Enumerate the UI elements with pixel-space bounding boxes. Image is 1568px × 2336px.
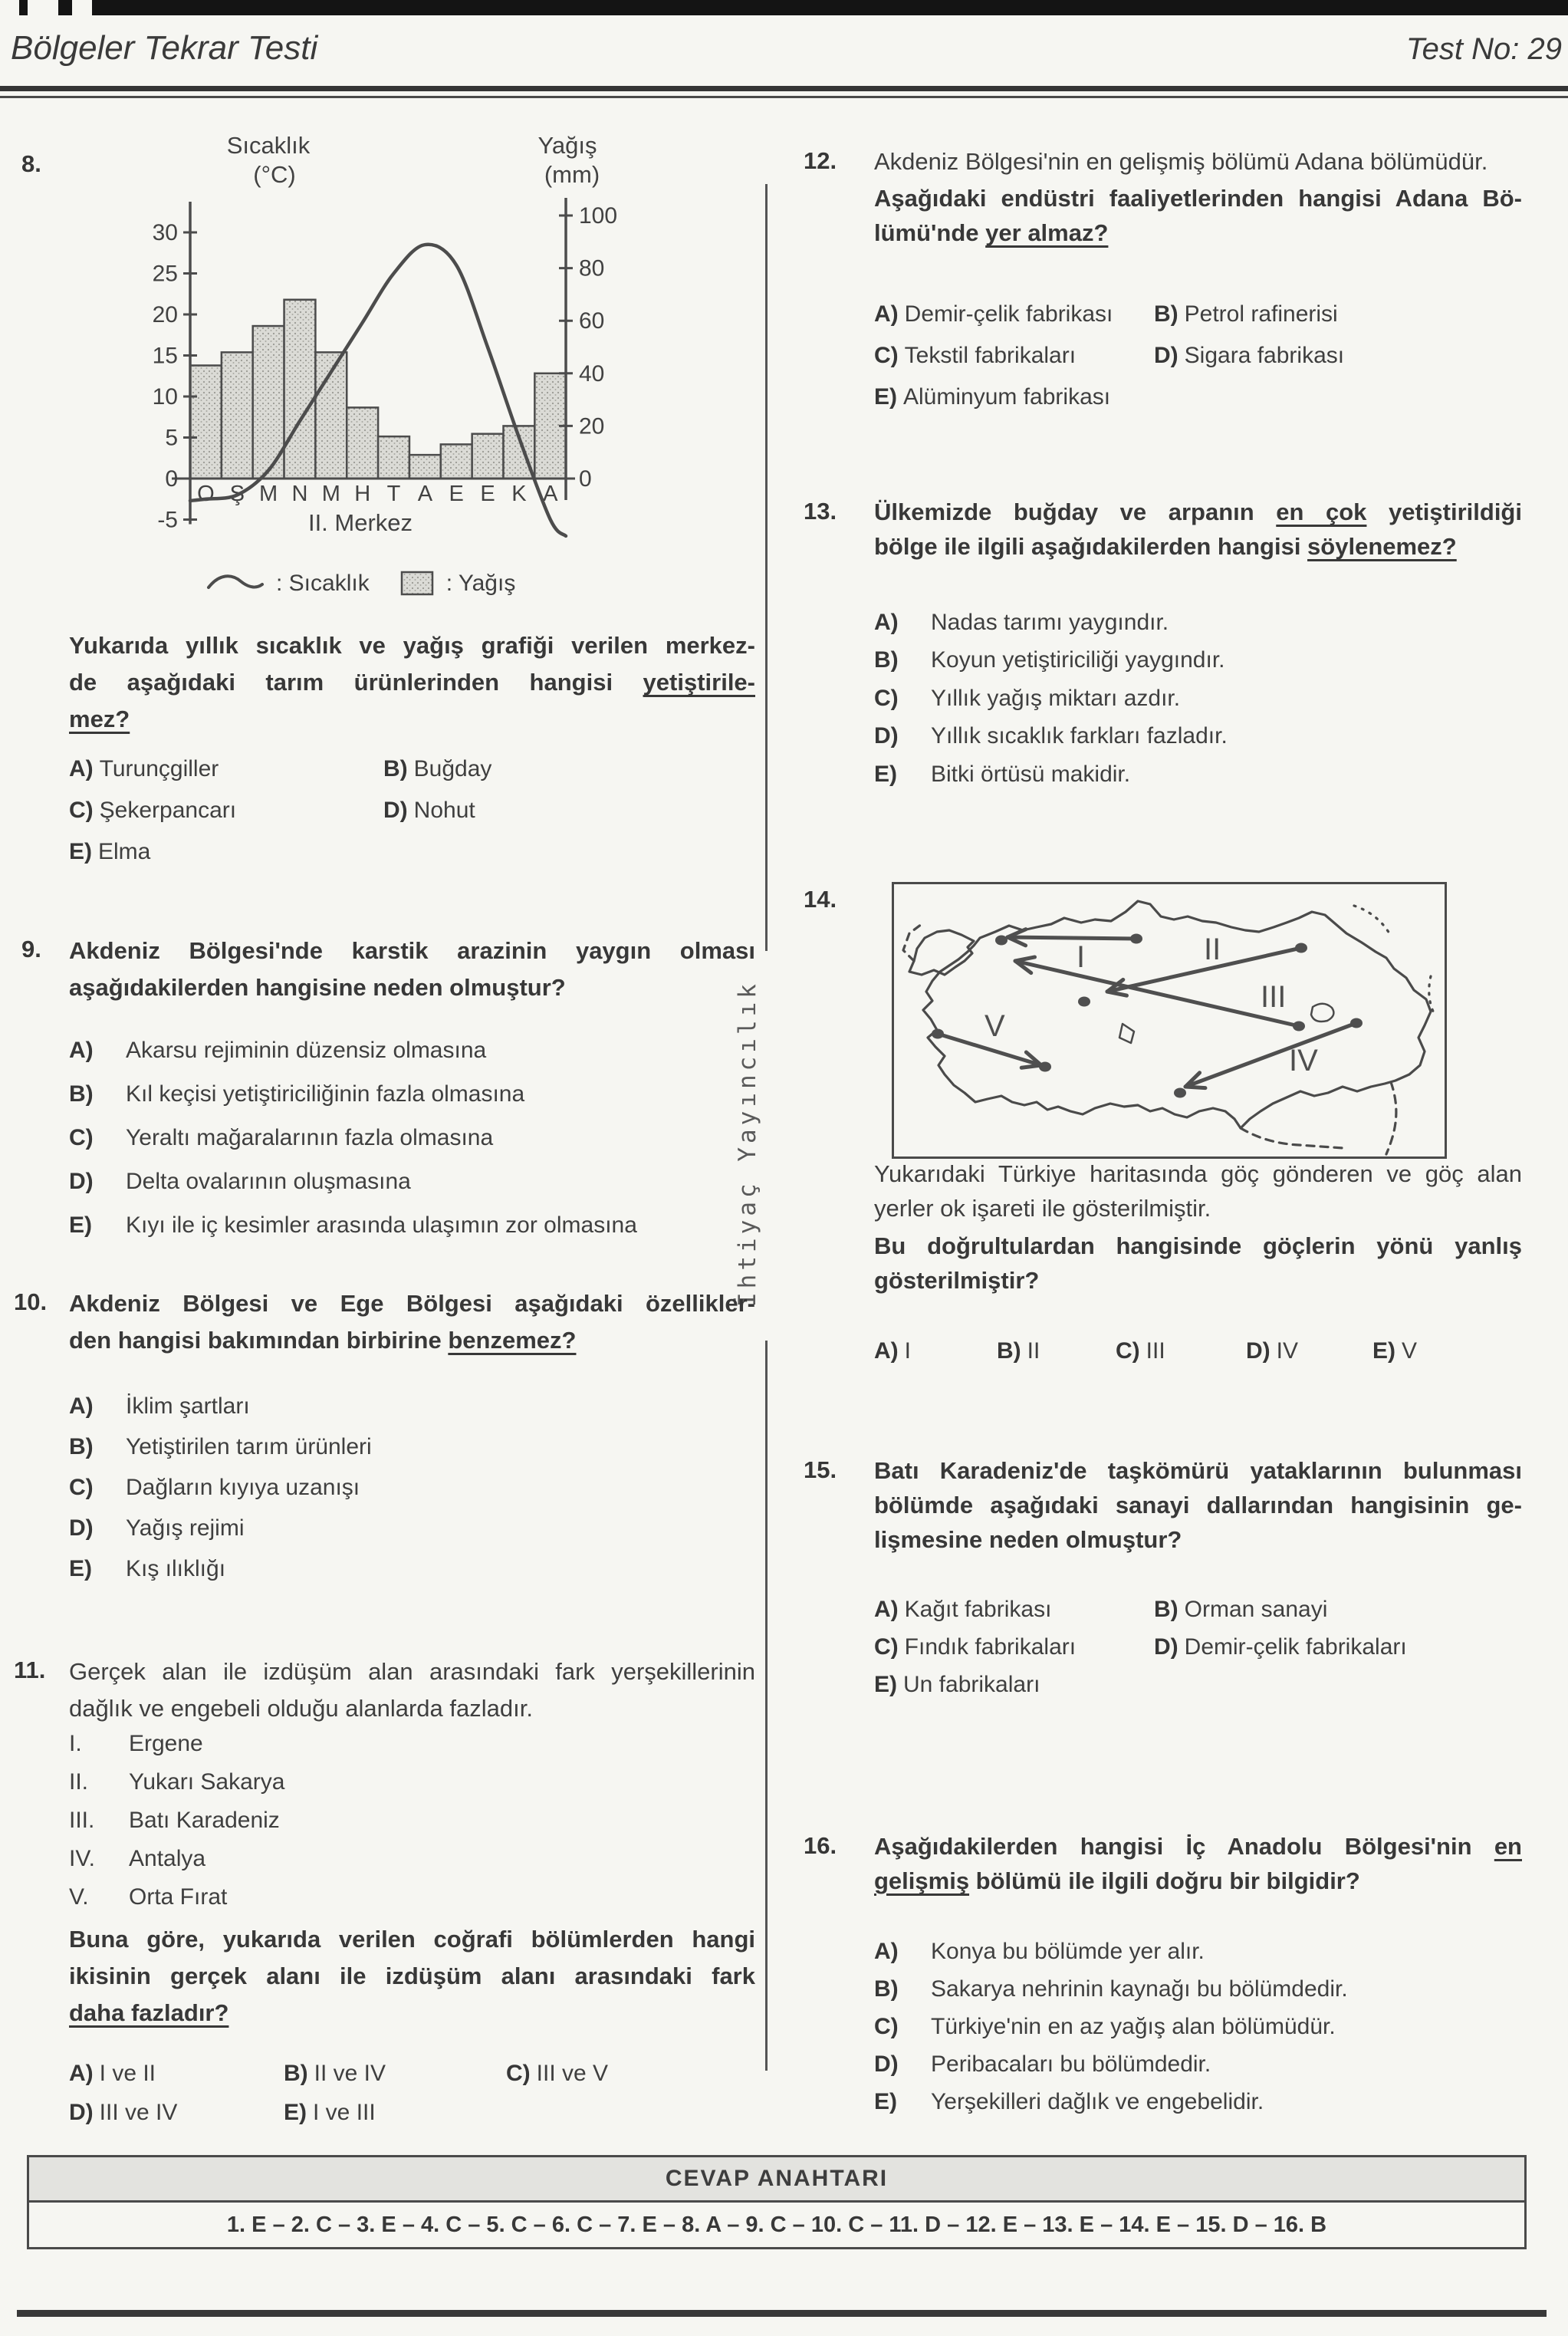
svg-text:100: 100 (579, 203, 618, 229)
q14-number: 14. (804, 886, 837, 913)
list-text: Orta Fırat (129, 1884, 228, 1910)
q12-text-line: lümü'nde yer almaz? (874, 219, 1109, 246)
column-divider-bottom (765, 1341, 768, 2071)
list-text: Batı Karadeniz (129, 1808, 280, 1833)
option-letter: C) (874, 2014, 899, 2039)
q16-option-d (874, 2051, 1211, 2078)
option-text: Nohut (413, 798, 475, 823)
option-letter: B) (997, 1338, 1021, 1364)
q14-caption (874, 1156, 1522, 1226)
q9-text-line: aşağıdakilerden hangisine neden olmuştur? (69, 974, 566, 1001)
q14-option-a (874, 1338, 911, 1364)
option-text: Nadas tarımı yaygındır. (931, 610, 1169, 635)
option-letter: C) (69, 1125, 94, 1150)
option-letter: E) (874, 1672, 897, 1697)
svg-text:15: 15 (152, 343, 178, 369)
q9-text (69, 933, 755, 1006)
option-letter: E) (1372, 1338, 1395, 1364)
q8-option-d (383, 798, 475, 824)
svg-text:IV: IV (1289, 1044, 1318, 1078)
option-text: Bitki örtüsü makidir. (931, 762, 1131, 787)
q16-text-line: Aşağıdakilerden hangisi İç Anadolu Bölgesi'nin en (874, 1833, 1522, 1860)
svg-text:M: M (321, 482, 340, 506)
option-text: Yeraltı mağaralarının fazla olmasına (126, 1125, 494, 1150)
option-text: Delta ovalarının oluşmasına (126, 1169, 411, 1194)
q16-option-a (874, 1939, 1205, 1965)
svg-text:K: K (511, 482, 527, 506)
q10-text-line: den hangisi bakımından birbirine benzemez? (69, 1327, 577, 1354)
svg-text:(mm): (mm) (544, 161, 600, 188)
option-letter: B) (284, 2061, 308, 2086)
q12-option-d (1154, 343, 1344, 369)
option-text: Yıllık sıcaklık farkları fazladır. (931, 723, 1228, 749)
q11-intro (69, 1653, 755, 1727)
list-text: Yukarı Sakarya (129, 1769, 285, 1795)
list-text: Antalya (129, 1846, 206, 1871)
option-letter: A) (69, 2061, 94, 2086)
q15-text-line: bölümde aşağıdaki sanayi dallarından hangisinin ge- (874, 1492, 1522, 1518)
q9-option-c (69, 1125, 493, 1151)
q12-option-c (874, 343, 1076, 369)
q11-list-item-3 (69, 1808, 280, 1834)
svg-text:Yağış: Yağış (537, 132, 597, 159)
option-text: I ve II (99, 2061, 156, 2086)
svg-text:10: 10 (152, 384, 178, 410)
q11-conclusion-line: daha fazladır? (69, 1999, 229, 2026)
option-letter: E) (874, 762, 897, 787)
q14-option-d (1246, 1338, 1298, 1364)
svg-text:N: N (291, 482, 308, 506)
q10-text-line: Akdeniz Bölgesi ve Ege Bölgesi aşağıdaki özellikler- (69, 1290, 755, 1317)
option-text: Türkiye'nin en az yağış alan bölümüdür. (931, 2014, 1336, 2039)
header-rule-thick (0, 86, 1568, 91)
svg-text:V: V (985, 1009, 1005, 1043)
option-letter: A) (874, 301, 899, 327)
option-letter: B) (383, 756, 408, 781)
q14-option-e (1372, 1338, 1417, 1364)
option-text: İklim şartları (126, 1393, 250, 1419)
q16-option-e (874, 2089, 1264, 2115)
q11-option-e (284, 2100, 376, 2126)
option-text: IV (1276, 1338, 1299, 1364)
option-text: Kağıt fabrikası (904, 1597, 1052, 1622)
option-text: V (1402, 1338, 1418, 1364)
answer-key-line: 1. E – 2. C – 3. E – 4. C – 5. C – 6. C – 7. E – 8. A – 9. C – 10. C – 11. D – 12. E – 13. E – 14. E – 15. D – 16. B (226, 2212, 1327, 2237)
svg-text:80: 80 (579, 255, 605, 281)
option-text: Akarsu rejiminin düzensiz olmasına (126, 1038, 487, 1063)
roman-numeral: III. (69, 1808, 95, 1833)
option-text: Sakarya nehrinin kaynağı bu bölümdedir. (931, 1976, 1348, 2002)
q13-option-e (874, 762, 1130, 788)
q8-number: 8. (21, 150, 41, 177)
option-text: Kıyı ile iç kesimler arasında ulaşımın zor olmasına (126, 1212, 637, 1238)
publisher-vertical-label: İhtiyaç Yayıncılık (734, 980, 761, 1307)
option-letter: E) (69, 1556, 92, 1581)
svg-text:60: 60 (579, 308, 605, 334)
q15-text-line: Batı Karadeniz'de taşkömürü yataklarının bulunması (874, 1457, 1522, 1484)
q9-option-a (69, 1038, 486, 1064)
q12-text-line: Aşağıdaki endüstri faaliyetlerinden hangisi Adana Bö- (874, 185, 1522, 212)
q14-option-b (997, 1338, 1040, 1364)
option-letter: A) (874, 1939, 899, 1964)
q8-text-line: mez? (69, 706, 130, 732)
option-text: Dağların kıyıya uzanışı (126, 1475, 360, 1500)
option-letter: D) (874, 2051, 899, 2077)
option-letter: B) (874, 647, 899, 673)
option-letter: D) (69, 1169, 94, 1194)
page-title: Bölgeler Tekrar Testi (11, 29, 318, 67)
svg-text:A: A (417, 482, 433, 506)
q13-option-b (874, 647, 1225, 673)
temperature-curve-icon (205, 571, 265, 597)
option-letter: D) (69, 1515, 94, 1541)
q11-option-d (69, 2100, 177, 2126)
q11-intro-line: Gerçek alan ile izdüşüm alan arasındaki fark yerşekillerinin (69, 1658, 755, 1685)
option-text: Kış ılıklığı (126, 1556, 226, 1581)
q11-conclusion-line: ikisinin gerçek alanı ile izdüşüm alanı arasındaki fark (69, 1963, 755, 1989)
q11-conclusion (69, 1921, 755, 2032)
option-letter: E) (69, 839, 92, 864)
option-letter: B) (1154, 1597, 1178, 1622)
svg-text:A: A (543, 482, 558, 506)
q15-option-b (1154, 1597, 1327, 1623)
option-text: Peribacaları bu bölümdedir. (931, 2051, 1211, 2077)
q12-text (874, 181, 1522, 250)
q11-intro-line: dağlık ve engebeli olduğu alanlarda fazladır. (69, 1695, 533, 1722)
svg-text:II. Merkez: II. Merkez (307, 509, 413, 536)
roman-numeral: II. (69, 1769, 89, 1795)
option-letter: B) (69, 1081, 94, 1107)
option-text: III ve V (536, 2061, 609, 2086)
q15-option-e (874, 1672, 1040, 1698)
svg-text:20: 20 (152, 302, 178, 327)
q13-text (874, 495, 1522, 564)
svg-text:-5: -5 (157, 507, 178, 533)
option-letter: C) (506, 2061, 531, 2086)
q15-option-a (874, 1597, 1051, 1623)
scan-top-bar-notch (72, 0, 92, 15)
q10-number: 10. (14, 1288, 48, 1315)
option-letter: B) (69, 1434, 94, 1459)
q14-caption-line: Yukarıdaki Türkiye haritasında göç gönderen ve göç alan (874, 1160, 1522, 1187)
option-letter: A) (874, 1338, 899, 1364)
q14-text (874, 1229, 1522, 1298)
q13-option-a (874, 610, 1169, 636)
option-text: I ve III (313, 2100, 376, 2125)
option-text: III ve IV (99, 2100, 178, 2125)
q9-number: 9. (21, 936, 41, 962)
option-letter: D) (1154, 343, 1178, 368)
q8-option-a (69, 756, 219, 782)
q14-text-line: gösterilmiştir? (874, 1267, 1040, 1294)
option-text: Buğday (413, 756, 492, 781)
option-text: I (904, 1338, 911, 1364)
option-letter: A) (874, 1597, 899, 1622)
svg-text:T: T (386, 482, 401, 506)
option-text: Demir-çelik fabrikası (904, 301, 1113, 327)
svg-text:II: II (1204, 933, 1221, 966)
svg-text:20: 20 (579, 413, 605, 439)
q16-option-b (874, 1976, 1348, 2002)
option-text: Demir-çelik fabrikaları (1184, 1634, 1407, 1660)
option-letter: D) (69, 2100, 94, 2125)
svg-text:O: O (197, 482, 215, 506)
option-letter: C) (874, 1634, 899, 1660)
q10-option-c (69, 1475, 360, 1501)
svg-text:M: M (259, 482, 278, 506)
q15-option-c (874, 1634, 1076, 1660)
option-letter: A) (69, 1393, 94, 1419)
q16-text-line: gelişmiş bölümü ile ilgili doğru bir bilgidir? (874, 1867, 1360, 1894)
svg-text:E: E (480, 482, 495, 506)
option-text: Yağış rejimi (126, 1515, 245, 1541)
option-letter: D) (874, 723, 899, 749)
q10-option-e (69, 1556, 225, 1582)
q16-text (874, 1829, 1522, 1898)
legend-temperature-label: : Sıcaklık (276, 571, 370, 596)
option-text: Şekerpancarı (99, 798, 237, 823)
option-letter: B) (1154, 301, 1178, 327)
q14-option-c (1116, 1338, 1165, 1364)
option-text: Elma (98, 839, 151, 864)
option-letter: E) (874, 384, 897, 410)
list-text: Ergene (129, 1731, 203, 1756)
q12-option-a (874, 301, 1113, 327)
option-letter: C) (69, 1475, 94, 1500)
legend-precipitation-label: : Yağış (445, 571, 516, 596)
q13-text-line: bölge ile ilgili aşağıdakilerden hangisi söylenemez? (874, 533, 1457, 560)
q15-text (874, 1453, 1522, 1557)
option-text: Alüminyum fabrikası (903, 384, 1111, 410)
option-letter: C) (1116, 1338, 1140, 1364)
q12-option-e (874, 384, 1110, 410)
svg-text:5: 5 (165, 425, 178, 451)
svg-text:(°C): (°C) (253, 161, 296, 188)
q11-option-b (284, 2061, 386, 2087)
q14-text-line: Bu doğrultulardan hangisinde göçlerin yönü yanlış (874, 1232, 1522, 1259)
q16-number: 16. (804, 1832, 837, 1859)
q9-option-d (69, 1169, 411, 1195)
option-letter: C) (874, 343, 899, 368)
svg-text:E: E (449, 482, 464, 506)
q13-text-line: Ülkemizde buğday ve arpanın en çok yetiştirildiği (874, 498, 1522, 525)
roman-numeral: I. (69, 1731, 82, 1756)
option-text: Un fabrikaları (903, 1672, 1040, 1697)
svg-text:Ş: Ş (229, 482, 245, 506)
q10-text (69, 1285, 755, 1359)
q13-option-d (874, 723, 1228, 749)
q10-option-d (69, 1515, 244, 1541)
q9-option-e (69, 1212, 637, 1239)
option-letter: A) (69, 1038, 94, 1063)
q8-text-line: de aşağıdaki tarım ürünlerinden hangisi yetiştirile- (69, 669, 755, 696)
option-text: Koyun yetiştiriciliği yaygındır. (931, 647, 1225, 673)
q12-option-b (1154, 301, 1338, 327)
option-text: Orman sanayi (1184, 1597, 1328, 1622)
svg-text:30: 30 (152, 220, 178, 245)
q8-text (69, 627, 755, 738)
climate-chart (138, 123, 629, 552)
option-text: Turunçgiller (99, 756, 219, 781)
turkey-migration-map (894, 884, 1445, 1156)
q12-intro: Akdeniz Bölgesi'nin en gelişmiş bölümü Adana bölümüdür. (874, 148, 1488, 175)
q11-option-a (69, 2061, 156, 2087)
q8-option-b (383, 756, 491, 782)
option-text: Sigara fabrikası (1184, 343, 1345, 368)
option-text: Yerşekilleri dağlık ve engebelidir. (931, 2089, 1264, 2114)
option-text: Kıl keçisi yetiştiriciliğinin fazla olmasına (126, 1081, 525, 1107)
svg-text:40: 40 (579, 360, 605, 387)
svg-text:I: I (1077, 940, 1086, 974)
q9-option-b (69, 1081, 524, 1107)
answer-key-title: CEVAP ANAHTARI (29, 2157, 1524, 2203)
option-letter: B) (874, 1976, 899, 2002)
footer-rule (17, 2310, 1547, 2317)
q11-option-c (506, 2061, 608, 2087)
option-letter: D) (1154, 1634, 1178, 1660)
option-text: III (1146, 1338, 1165, 1364)
chart-legend (205, 571, 515, 597)
q8-option-c (69, 798, 236, 824)
roman-numeral: V. (69, 1884, 89, 1910)
q8-option-e (69, 839, 150, 865)
svg-text:25: 25 (152, 261, 178, 287)
answer-key-box (27, 2155, 1527, 2249)
option-letter: D) (383, 798, 408, 823)
scan-top-bar (19, 0, 1568, 15)
test-number: Test No: 29 (1405, 32, 1562, 66)
turkey-migration-map-frame (892, 882, 1447, 1159)
option-text: Fındık fabrikaları (904, 1634, 1077, 1660)
option-letter: C) (874, 686, 899, 711)
option-text: II (1027, 1338, 1040, 1364)
q15-number: 15. (804, 1456, 837, 1483)
option-text: Konya bu bölümde yer alır. (931, 1939, 1205, 1964)
option-letter: E) (874, 2089, 897, 2114)
q10-option-a (69, 1393, 250, 1420)
q16-option-c (874, 2014, 1336, 2040)
option-letter: E) (284, 2100, 307, 2125)
q11-number: 11. (14, 1657, 46, 1683)
svg-text:Sıcaklık: Sıcaklık (226, 132, 311, 159)
precipitation-box-icon (400, 571, 436, 597)
q11-list-item-2 (69, 1769, 284, 1795)
svg-text:H: H (354, 482, 371, 506)
header-rule-thin (0, 96, 1568, 98)
scan-top-bar-notch (28, 0, 58, 15)
q15-text-line: lişmesine neden olmuştur? (874, 1526, 1182, 1553)
option-text: II ve IV (314, 2061, 386, 2086)
q12-number: 12. (804, 147, 837, 174)
option-text: Yetiştirilen tarım ürünleri (126, 1434, 372, 1459)
q8-text-line: Yukarıda yıllık sıcaklık ve yağış grafiği verilen merkez- (69, 632, 755, 659)
q9-text-line: Akdeniz Bölgesi'nde karstik arazinin yaygın olması (69, 937, 755, 964)
option-letter: E) (69, 1212, 92, 1238)
q15-option-d (1154, 1634, 1407, 1660)
option-letter: A) (874, 610, 899, 635)
svg-text:III: III (1261, 980, 1287, 1014)
q13-option-c (874, 686, 1180, 712)
q11-list-item-5 (69, 1884, 227, 1910)
column-divider-top (765, 184, 768, 951)
option-text: Petrol rafinerisi (1184, 301, 1338, 327)
q14-caption-line: yerler ok işareti ile gösterilmiştir. (874, 1195, 1211, 1222)
option-letter: C) (69, 798, 94, 823)
option-letter: A) (69, 756, 94, 781)
option-letter: D) (1246, 1338, 1271, 1364)
q13-number: 13. (804, 498, 837, 525)
q11-list-item-4 (69, 1846, 205, 1872)
svg-text:0: 0 (579, 466, 592, 492)
q11-list-item-1 (69, 1731, 203, 1757)
svg-text:0: 0 (165, 466, 178, 492)
q11-conclusion-line: Buna göre, yukarıda verilen coğrafi bölümlerden hangi (69, 1926, 755, 1953)
q10-option-b (69, 1434, 372, 1460)
roman-numeral: IV. (69, 1846, 95, 1871)
option-text: Tekstil fabrikaları (904, 343, 1077, 368)
option-text: Yıllık yağış miktarı azdır. (931, 686, 1181, 711)
